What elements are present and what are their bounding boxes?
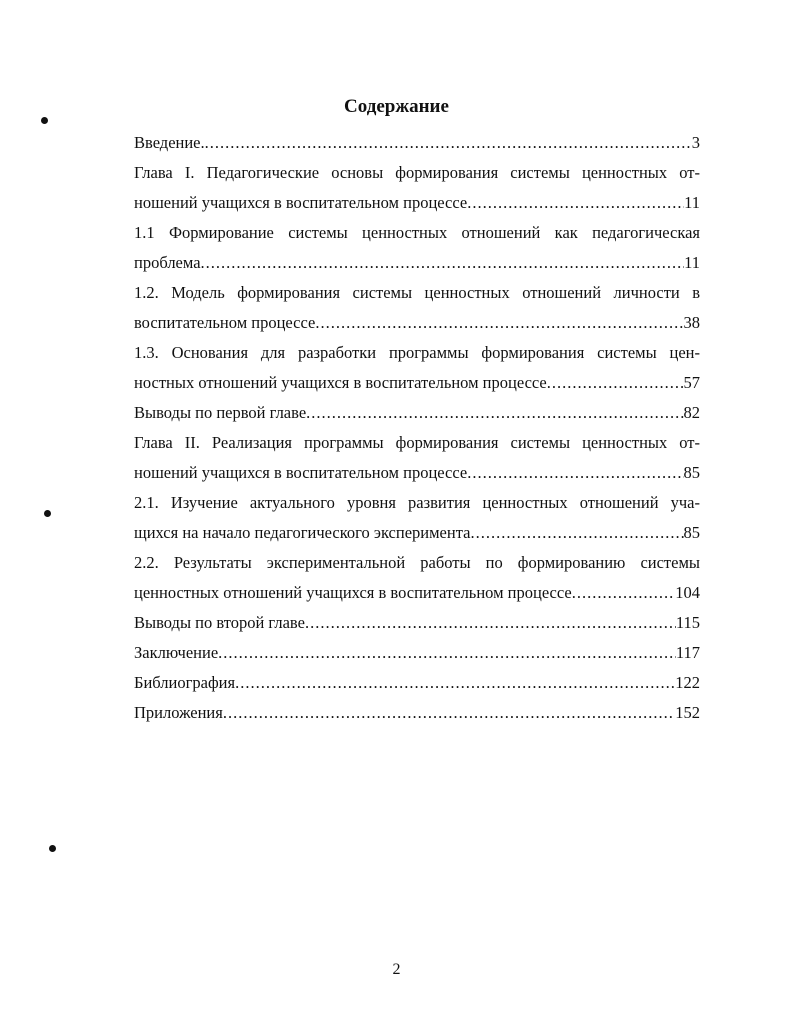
toc-page-number: 11: [684, 253, 700, 272]
toc-entry-2-2-cont: ценностных отношений учащихся в воспитательном процессе ..... 104: [134, 578, 700, 608]
toc-page-number: 11: [684, 193, 700, 212]
scan-dot: [44, 510, 51, 517]
toc-entry-chapter-2: Глава II. Реализация программы формирования системы ценностных от-: [134, 433, 700, 452]
toc-page-number: 3: [691, 133, 700, 152]
scan-dot: [41, 117, 48, 124]
page-title: Содержание: [344, 96, 449, 117]
toc-page-number: 85: [683, 523, 700, 542]
toc-entry-conclusion: Заключение ..... 117: [134, 638, 700, 668]
table-of-contents: [134, 128, 700, 728]
toc-entry-1-2: 1.2. Модель формирования системы ценностных отношений личности в: [134, 283, 700, 302]
toc-entry-chapter-1-cont: ношений учащихся в воспитательном процессе ..... 11: [134, 188, 700, 218]
scan-dot: [49, 845, 56, 852]
toc-page-number: 117: [675, 643, 700, 662]
toc-page-number: 122: [675, 673, 700, 692]
toc-entry-appendix: Приложения ..... 152: [134, 698, 700, 728]
toc-entry-1-1-cont: проблема ..... 11: [134, 248, 700, 278]
toc-entry-bibliography: Библиография ..... 122: [134, 668, 700, 698]
toc-entry-2-1: 2.1. Изучение актуального уровня развития ценностных отношений уча-: [134, 493, 700, 512]
toc-page-number: 152: [675, 703, 700, 722]
toc-entry-1-1: 1.1 Формирование системы ценностных отношений как педагогическая: [134, 223, 700, 242]
toc-entry-conclusions-2: Выводы по второй главе ..... 115: [134, 608, 700, 638]
toc-entry-1-2-cont: воспитательном процессе ..... 38: [134, 308, 700, 338]
toc-entry-1-3: 1.3. Основания для разработки программы формирования системы цен-: [134, 343, 700, 362]
toc-entry-conclusions-1: Выводы по первой главе ..... 82: [134, 398, 700, 428]
toc-entry-2-1-cont: щихся на начало педагогического эксперимента ..... 85: [134, 518, 700, 548]
toc-page-number: 104: [675, 583, 700, 602]
toc-page-number: 38: [683, 313, 700, 332]
toc-entry-intro: Введение. ..... 3: [134, 128, 700, 158]
toc-page-number: 115: [675, 613, 700, 632]
toc-page-number: 82: [683, 403, 700, 422]
toc-page-number: 57: [683, 373, 700, 392]
toc-entry-chapter-1: Глава I. Педагогические основы формирования системы ценностных от-: [134, 163, 700, 182]
toc-page-number: 85: [683, 463, 700, 482]
toc-entry-1-3-cont: ностных отношений учащихся в воспитательном процессе ..... 57: [134, 368, 700, 398]
toc-entry-chapter-2-cont: ношений учащихся в воспитательном процессе ..... 85: [134, 458, 700, 488]
toc-entry-2-2: 2.2. Результаты экспериментальной работы по формированию системы: [134, 553, 700, 572]
page-number: 2: [392, 961, 401, 978]
